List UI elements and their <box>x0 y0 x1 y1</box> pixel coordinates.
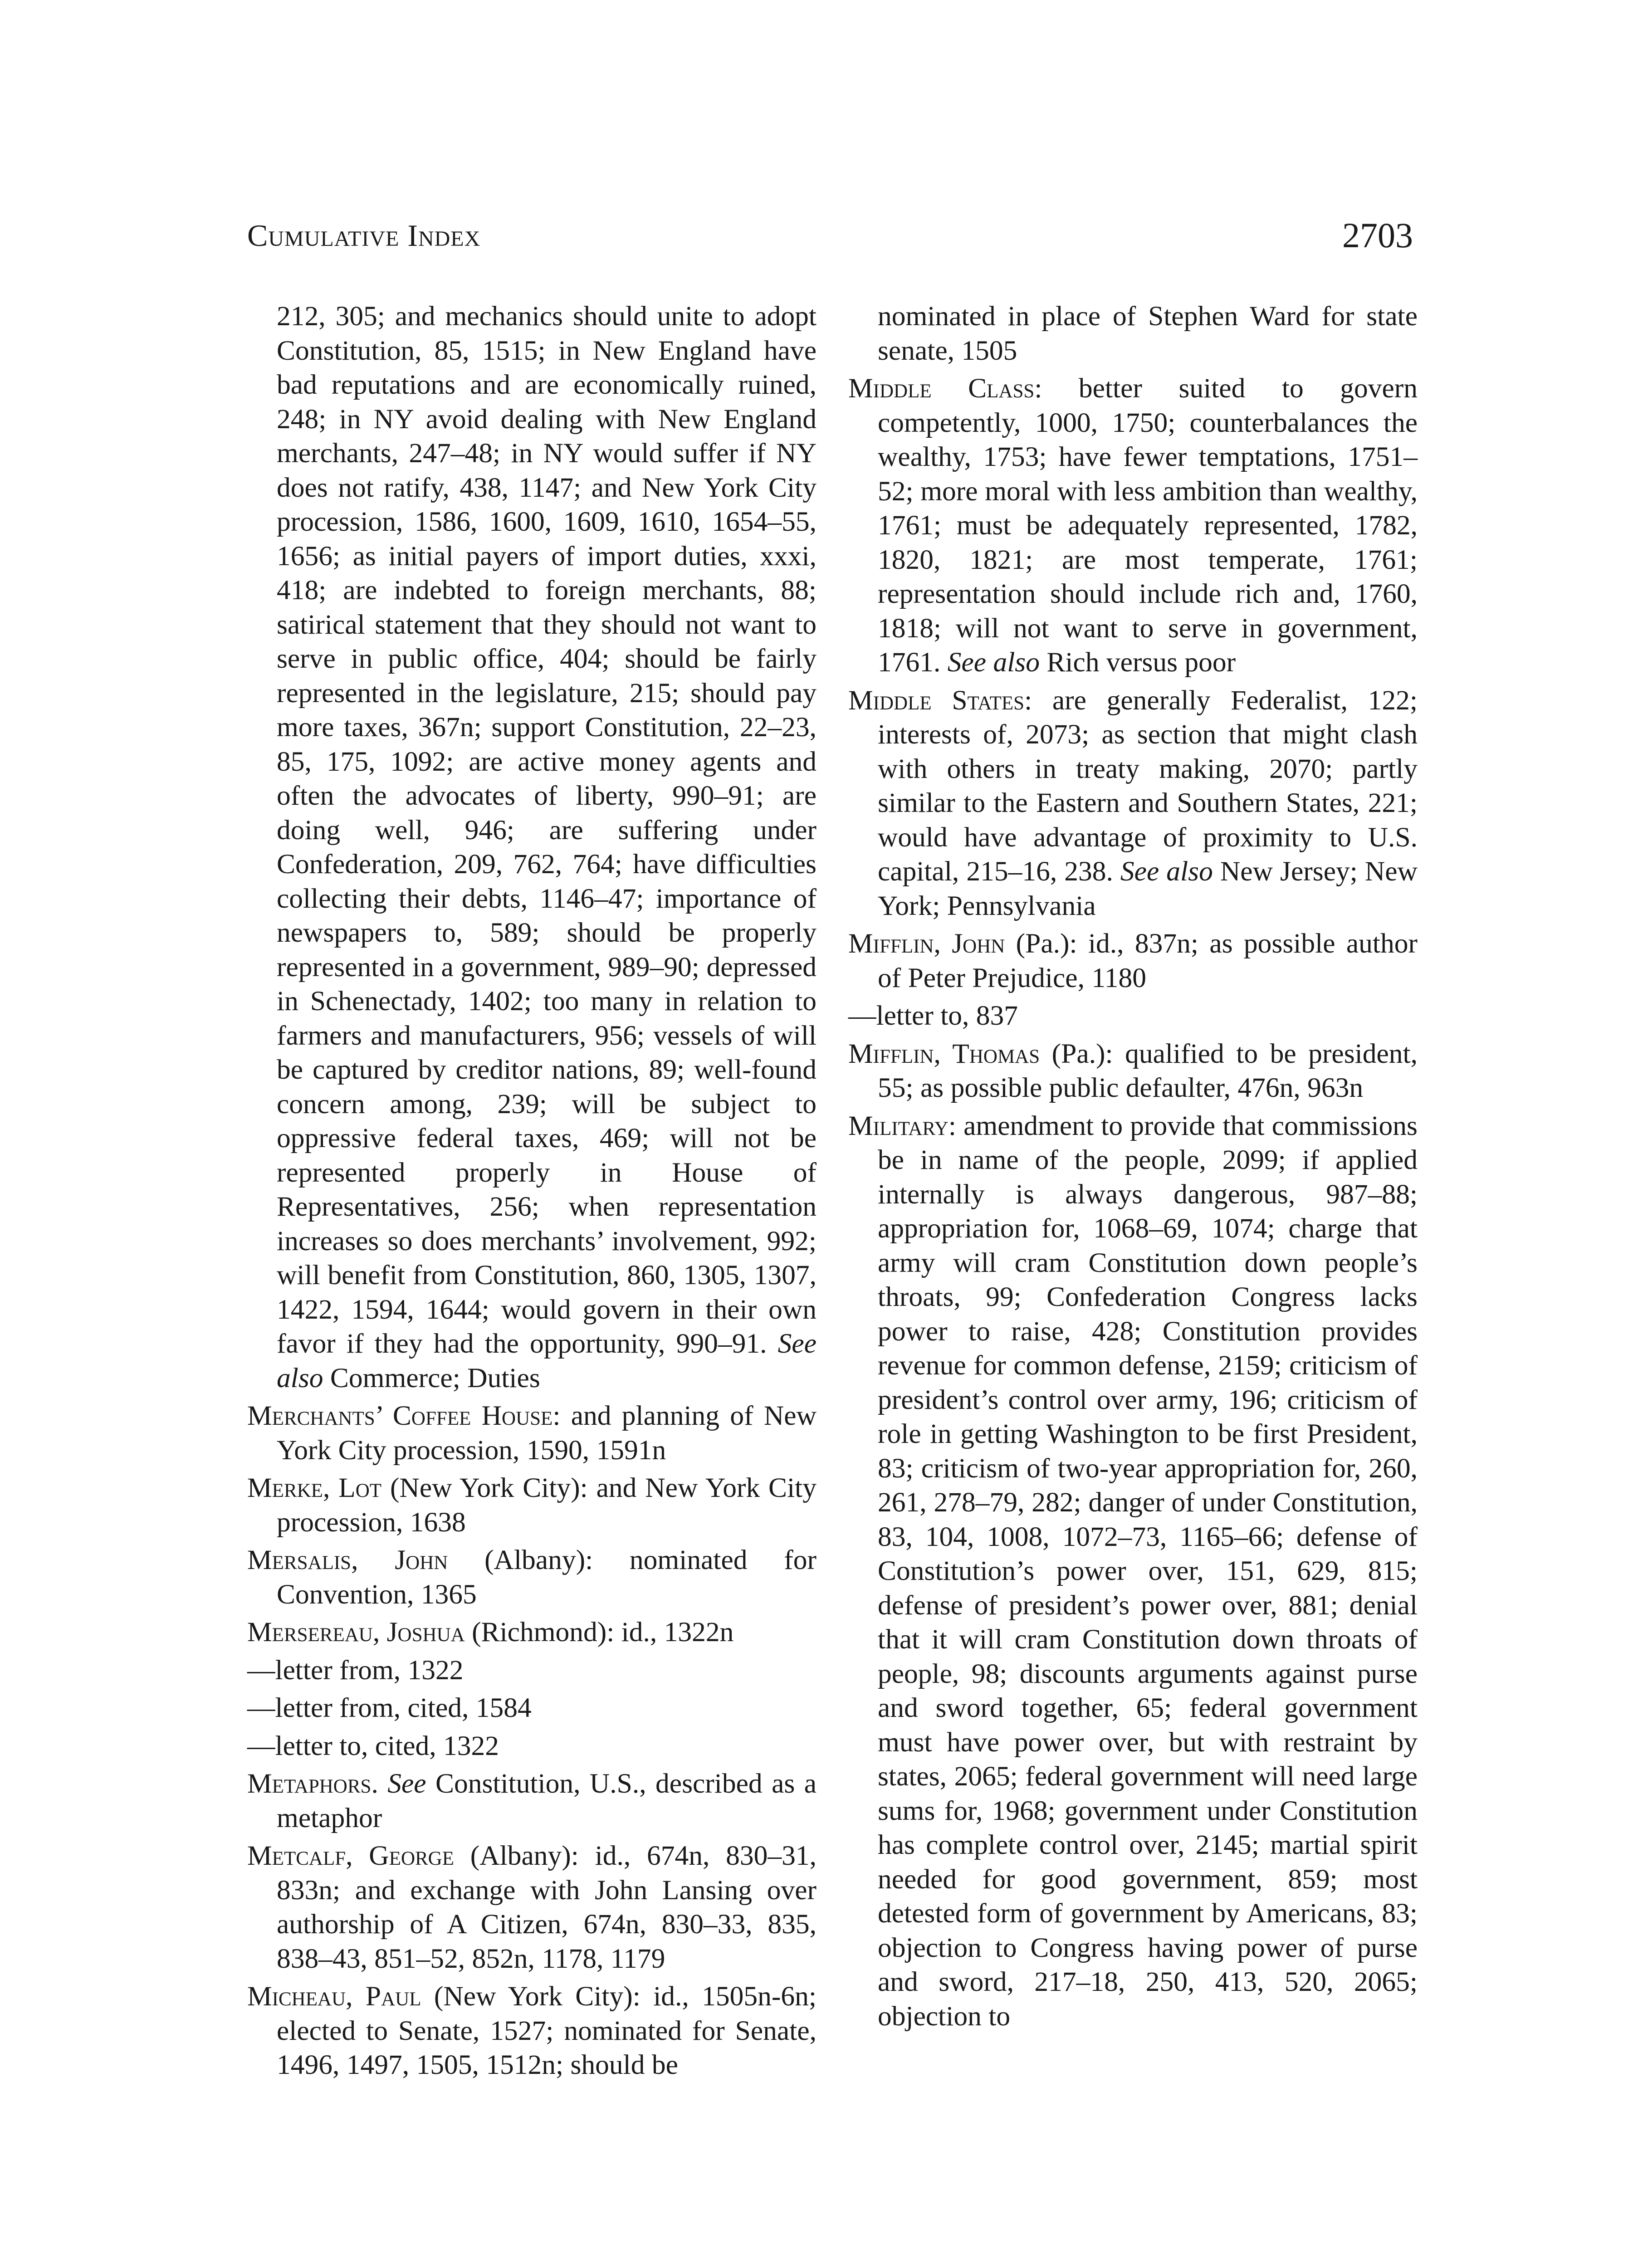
entry-text: (New York City): and New York City procession, 1638 <box>277 1472 816 1538</box>
entry-text: (Pa.): id., 837n; as possible author of Peter Prejudice, 1180 <box>878 928 1418 993</box>
index-entry-continued <box>247 299 816 1395</box>
entry-headword: Metcalf, George <box>247 1840 455 1871</box>
index-entry <box>247 1839 816 1976</box>
see-also-refs: Constitution, U.S., described as a metaphor <box>277 1768 817 1833</box>
see-also-refs: New Jersey; New York; Pennsylvania <box>878 856 1418 921</box>
index-entry <box>247 1399 816 1467</box>
index-column-left <box>247 299 816 2086</box>
entry-text: (New York City): id., 1505n-6n; elected to Senate, 1527; nominated for Senate, 1496, 1497, 1505, 1512n; should be <box>277 1981 817 2080</box>
running-head: Cumulative Index <box>247 218 481 253</box>
page-header <box>247 215 1413 263</box>
see-also-label: See <box>387 1768 426 1799</box>
entry-text: (Albany): id., 674n, 830–31, 833n; and exchange with John Lansing over authorship of A Citizen, 674n, 830–33, 835, 838–43, 851–52, 852n, 1178, 1179 <box>277 1840 816 1974</box>
entry-text: : and planning of New York City procession, 1590, 1591n <box>277 1400 816 1466</box>
entry-text: (Pa.): qualified to be president, 55; as possible public defaulter, 476n, 963n <box>878 1038 1418 1103</box>
index-subentry: —letter to, cited, 1322 <box>247 1730 499 1761</box>
see-also-refs: Rich versus poor <box>1040 647 1236 678</box>
entry-text: : better suited to govern competently, 1000, 1750; counterbalances the wealthy, 1753; have fewer temptations, 1751–52; more moral with less ambition than wealthy, 1761; must be adequately represented, 1782, 1820, 1821; are most temperate, 1761; representation should include rich and, 1760, 1818; will not want to serve in government, 1761. <box>878 373 1418 678</box>
index-entry-continued <box>848 299 1418 368</box>
entry-headword: Merke, Lot <box>247 1472 382 1503</box>
entry-text: 212, 305; and mechanics should unite to adopt Constitution, 85, 1515; in New England have bad reputations and are economically ruined, 248; in NY avoid dealing with New England merchants, 247–48; in NY would suffer if NY does not ratify, 438, 1147; and New York City procession, 1586, 1600, 1609, 1610, 1654–55, 1656; as initial payers of import duties, xxxi, 418; are indebted to foreign merchants, 88; satirical statement that they should not want to serve in public office, 404; should be fairly represented in the legislature, 215; should pay more taxes, 367n; support Constitution, 22–23, 85, 175, 1092; are active money agents and often the advocates of liberty, 990–91; are doing well, 946; are suffering under Confederation, 209, 762, 764; have difficulties collecting their debts, 1146–47; importance of newspapers to, 589; should be properly represented in a government, 989–90; depressed in Schenectady, 1402; too many in relation to farmers and manufacturers, 956; vessels of will be captured by creditor nations, 89; well-found concern among, 239; will be subject to oppressive federal taxes, 469; will not be represented properly in House of Representatives, 256; when representation increases so does merchants’ involvement, 992; will benefit from Constitution, 860, 1305, 1307, 1422, 1594, 1644; would govern in their own favor if they had the opportunity, 990–91. <box>277 301 816 1359</box>
index-entry <box>848 371 1418 680</box>
index-entry <box>247 1615 816 1650</box>
entry-text: nominated in place of Stephen Ward for state senate, 1505 <box>878 301 1418 366</box>
entry-headword: Merchants’ Coffee House <box>247 1400 553 1431</box>
entry-headword: Middle States <box>848 684 1025 716</box>
index-column-right <box>848 299 1418 2037</box>
entry-text: (Albany): nominated for Convention, 1365 <box>277 1545 816 1610</box>
page-number: 2703 <box>1342 215 1413 255</box>
index-entry <box>247 1543 816 1612</box>
index-entry <box>848 1037 1418 1105</box>
see-also-label: See also <box>277 1328 816 1393</box>
index-subentry: —letter from, cited, 1584 <box>247 1692 532 1723</box>
entry-headword: Micheau, Paul <box>247 1981 421 2012</box>
index-subentry: —letter to, 837 <box>848 1000 1018 1031</box>
index-entry <box>247 1767 816 1835</box>
entry-headword: Mifflin, John <box>848 928 1005 959</box>
entry-headword: Metaphors <box>247 1768 372 1799</box>
see-also-label: See also <box>1120 856 1213 887</box>
entry-headword: Middle Class <box>848 373 1035 404</box>
entry-text: : amendment to provide that commissions be in name of the people, 2099; if applied internally is always dangerous, 987–88; appropriation for, 1068–69, 1074; charge that army will cram Constitution down people’s throats, 99; Confederation Congress lacks power to raise, 428; Constitution provides revenue for common defense, 2159; criticism of president’s control over army, 196; criticism of role in getting Washington to be first President, 83; criticism of two-year appropriation for, 260, 261, 278–79, 282; danger of under Constitution, 83, 104, 1008, 1072–73, 1165–66; defense of Constitution’s power over, 151, 629, 815; defense of president’s power over, 881; denial that it will cram Constitution down throats of people, 98; discounts arguments against purse and sword together, 65; federal government must have power over, but with restraint by states, 2065; federal government will need large sums for, 1968; government under Constitution has complete control over, 2145; martial spirit needed for good government, 859; most detested form of government by Americans, 83; objection to Congress having power of purse and sword, 217–18, 250, 413, 520, 2065; objection to <box>878 1110 1418 2032</box>
entry-headword: Mersereau, Joshua <box>247 1617 465 1647</box>
index-entry <box>247 1471 816 1540</box>
entry-text: . <box>371 1768 388 1799</box>
see-also-label: See also <box>947 647 1040 678</box>
entry-headword: Mersalis, John <box>247 1545 448 1575</box>
entry-headword: Military <box>848 1110 949 1141</box>
entry-text: : are generally Federalist, 122; interests of, 2073; as section that might clash with others in treaty making, 2070; partly similar to the Eastern and Southern States, 221; would have advantage of proximity to U.S. capital, 215–16, 238. <box>878 684 1418 887</box>
entry-text: (Richmond): id., 1322n <box>464 1617 734 1647</box>
index-entry <box>247 1980 816 2082</box>
see-also-refs: Commerce; Duties <box>323 1362 540 1393</box>
entry-headword: Mifflin, Thomas <box>848 1038 1040 1069</box>
index-entry <box>848 684 1418 924</box>
index-entry <box>848 927 1418 995</box>
index-entry <box>848 1109 1418 2034</box>
index-subentry: —letter from, 1322 <box>247 1654 464 1686</box>
